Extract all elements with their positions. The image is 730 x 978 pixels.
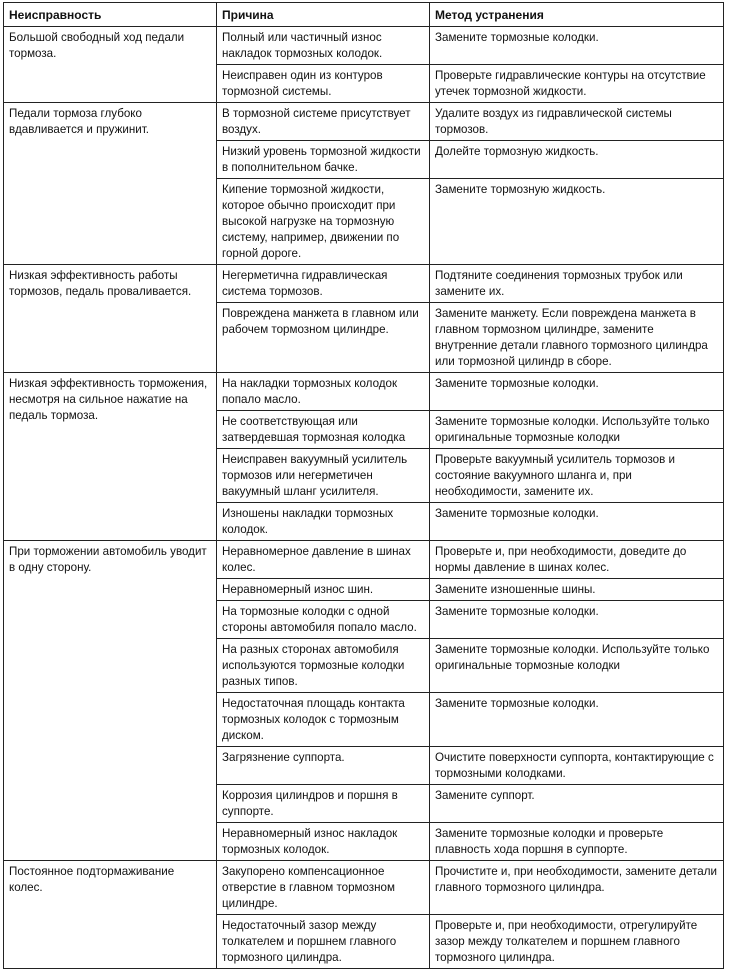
fix-cell: Замените тормозные колодки. — [430, 693, 724, 747]
fix-cell: Замените тормозные колодки. — [430, 373, 724, 411]
symptom-cell: Низкая эффективность торможения, несмотря на сильное нажатие на педаль тормоза. — [4, 373, 217, 541]
cause-cell: На накладки тормозных колодок попало масло. — [217, 373, 430, 411]
fix-cell: Проверьте и, при необходимости, отрегулируйте зазор между толкателем и поршнем главного тормозного цилиндра. — [430, 915, 724, 969]
cause-cell: На разных сторонах автомобиля используются тормозные колодки разных типов. — [217, 639, 430, 693]
cause-cell: Неисправен один из контуров тормозной системы. — [217, 65, 430, 103]
fix-cell: Замените тормозные колодки. — [430, 601, 724, 639]
table-row — [4, 861, 724, 915]
cause-cell: Неравномерный износ шин. — [217, 579, 430, 601]
cause-cell: Коррозия цилиндров и поршня в суппорте. — [217, 785, 430, 823]
symptom-cell: При торможении автомобиль уводит в одну сторону. — [4, 541, 217, 861]
fix-cell: Проверьте и, при необходимости, доведите до нормы давление в шинах колес. — [430, 541, 724, 579]
symptom-cell: Педали тормоза глубоко вдавливается и пружинит. — [4, 103, 217, 265]
fix-cell: Замените изношенные шины. — [430, 579, 724, 601]
fix-cell: Замените манжету. Если повреждена манжета в главном тормозном цилиндре, замените внутренние детали главного тормозного цилиндра или тормозной цилиндр в сборе. — [430, 303, 724, 373]
cause-cell: Кипение тормозной жидкости, которое обычно происходит при высокой нагрузке на тормозную систему, например, движении по горной дороге. — [217, 179, 430, 265]
troubleshooting-table — [3, 2, 724, 969]
cause-cell: Низкий уровень тормозной жидкости в пополнительном бачке. — [217, 141, 430, 179]
cause-cell: Недостаточная площадь контакта тормозных колодок с тормозным диском. — [217, 693, 430, 747]
cause-cell: На тормозные колодки с одной стороны автомобиля попало масло. — [217, 601, 430, 639]
table-row — [4, 103, 724, 141]
cause-cell: Загрязнение суппорта. — [217, 747, 430, 785]
fix-cell: Замените тормозные колодки. Используйте только оригинальные тормозные колодки — [430, 639, 724, 693]
fix-cell: Замените тормозные колодки. Используйте только оригинальные тормозные колодки — [430, 411, 724, 449]
fix-cell: Очистите поверхности суппорта, контактирующие с тормозными колодками. — [430, 747, 724, 785]
cause-cell: Неисправен вакуумный усилитель тормозов или негерметичен вакуумный шланг усилителя. — [217, 449, 430, 503]
cause-cell: В тормозной системе присутствует воздух. — [217, 103, 430, 141]
fix-cell: Проверьте гидравлические контуры на отсутствие утечек тормозной жидкости. — [430, 65, 724, 103]
cause-cell: Негерметична гидравлическая система тормозов. — [217, 265, 430, 303]
fix-cell: Долейте тормозную жидкость. — [430, 141, 724, 179]
fix-cell: Замените тормозные колодки. — [430, 27, 724, 65]
symptom-cell: Постоянное подтормаживание колес. — [4, 861, 217, 969]
cause-cell: Неравномерный износ накладок тормозных колодок. — [217, 823, 430, 861]
fix-cell: Замените тормозные колодки. — [430, 503, 724, 541]
cause-cell: Не соответствующая или затвердевшая тормозная колодка — [217, 411, 430, 449]
table-body — [4, 27, 724, 969]
table-row — [4, 541, 724, 579]
fix-cell: Прочистите и, при необходимости, замените детали главного тормозного цилиндра. — [430, 861, 724, 915]
fix-cell: Замените тормозные колодки и проверьте плавность хода поршня в суппорте. — [430, 823, 724, 861]
table-row — [4, 27, 724, 65]
cause-cell: Недостаточный зазор между толкателем и поршнем главного тормозного цилиндра. — [217, 915, 430, 969]
symptom-cell: Большой свободный ход педали тормоза. — [4, 27, 217, 103]
header-fix: Метод устранения — [430, 3, 724, 27]
header-cause: Причина — [217, 3, 430, 27]
symptom-cell: Низкая эффективность работы тормозов, педаль проваливается. — [4, 265, 217, 373]
fix-cell: Удалите воздух из гидравлической системы тормозов. — [430, 103, 724, 141]
cause-cell: Изношены накладки тормозных колодок. — [217, 503, 430, 541]
cause-cell: Закупорено компенсационное отверстие в главном тормозном цилиндре. — [217, 861, 430, 915]
fix-cell: Замените тормозную жидкость. — [430, 179, 724, 265]
cause-cell: Повреждена манжета в главном или рабочем тормозном цилиндре. — [217, 303, 430, 373]
header-row — [4, 3, 724, 27]
fix-cell: Подтяните соединения тормозных трубок или замените их. — [430, 265, 724, 303]
table-row — [4, 373, 724, 411]
fix-cell: Замените суппорт. — [430, 785, 724, 823]
fix-cell: Проверьте вакуумный усилитель тормозов и состояние вакуумного шланга и, при необходимости, замените их. — [430, 449, 724, 503]
header-symptom: Неисправность — [4, 3, 217, 27]
cause-cell: Неравномерное давление в шинах колес. — [217, 541, 430, 579]
cause-cell: Полный или частичный износ накладок тормозных колодок. — [217, 27, 430, 65]
table-row — [4, 265, 724, 303]
